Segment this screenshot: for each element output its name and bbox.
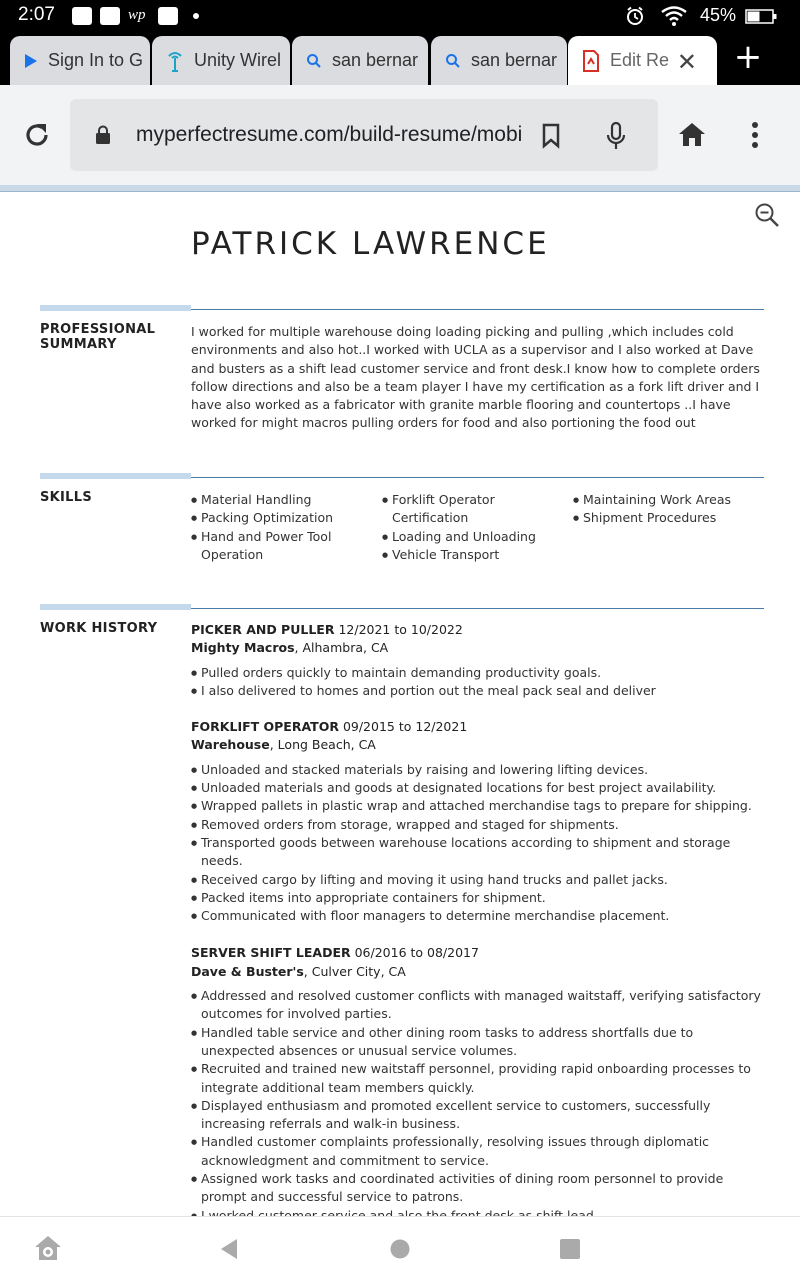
- skills-title: SKILLS: [40, 490, 93, 505]
- tab-sign-in[interactable]: [10, 36, 150, 85]
- tab-strip: [0, 32, 800, 85]
- job-dates: 09/2015 to 12/2021: [342, 719, 468, 735]
- job-location: , Alhambra, CA: [294, 640, 389, 656]
- job-header: [191, 718, 766, 736]
- new-tab-button[interactable]: +: [733, 37, 763, 77]
- job-bullet: ● Handled table service and other dining room tasks to address shortfalls due to unexpected absences or unusual service volumes.: [191, 1024, 766, 1061]
- alarm-icon: [625, 6, 645, 26]
- job-bullet: ● Received cargo by lifting and moving it using hand trucks and pallet jacks.: [191, 871, 766, 889]
- recent-apps-icon[interactable]: [560, 1239, 580, 1259]
- more-notifications-dot: [193, 13, 199, 19]
- job-bullet: ● Addressed and resolved customer conflicts with managed waitstaff, verifying satisfactory outcomes for involved parties.: [191, 987, 766, 1024]
- skill-item: ● Maintaining Work Areas: [573, 491, 764, 509]
- job-header: [191, 944, 766, 962]
- tab-search-2[interactable]: [431, 36, 567, 85]
- job-bullet: ● Unloaded materials and goods at designated locations for best project availability.: [191, 779, 766, 797]
- system-nav-bar: [0, 1216, 800, 1280]
- job-dates: 12/2021 to 10/2022: [338, 622, 463, 637]
- battery-percent: 45%: [700, 5, 737, 25]
- resume-document: [0, 192, 800, 1216]
- job-location: , Culver City, CA: [303, 963, 406, 979]
- tab-label: Sign In to G: [48, 50, 144, 70]
- skill-item: ● Hand and Power Tool Operation: [191, 528, 382, 565]
- job-bullets: [191, 987, 766, 1225]
- wifi-tower-icon: [166, 50, 184, 72]
- address-bar[interactable]: [70, 99, 658, 171]
- close-tab-icon[interactable]: ✕: [676, 48, 697, 76]
- page-top-border: [0, 185, 800, 192]
- notification-cards-icon: [100, 7, 120, 25]
- microphone-icon[interactable]: [605, 121, 627, 151]
- status-bar: [0, 0, 800, 32]
- section-divider: [40, 473, 764, 479]
- job-company: Mighty Macros: [191, 640, 295, 656]
- job-bullet: ● Assigned work tasks and coordinated activities of dining room personnel to provide prompt and successful service to patrons.: [191, 1170, 766, 1207]
- job-entry[interactable]: [191, 718, 766, 925]
- job-location: , Long Beach, CA: [269, 737, 376, 753]
- job-bullet: ● Pulled orders quickly to maintain demanding productivity goals.: [191, 664, 766, 682]
- skill-item: ● Vehicle Transport: [382, 546, 573, 564]
- skills-list[interactable]: [191, 491, 766, 564]
- job-bullet: ● Removed orders from storage, wrapped and staged for shipments.: [191, 816, 766, 834]
- tab-label: Unity Wirel: [194, 50, 282, 70]
- wifi-icon: [660, 6, 688, 26]
- alexa-home-icon[interactable]: [33, 1233, 63, 1263]
- zoom-out-icon[interactable]: [754, 202, 780, 228]
- job-title: FORKLIFT OPERATOR: [191, 719, 339, 735]
- skill-item: ● Forklift Operator Certification: [382, 491, 573, 528]
- skills-column: [382, 491, 573, 564]
- job-dates: 06/2016 to 08/2017: [354, 945, 479, 961]
- tab-label: Edit Re: [610, 50, 670, 70]
- job-company: Warehouse: [191, 737, 270, 753]
- job-bullet: ● Unloaded and stacked materials by raising and lowering lifting devices.: [191, 761, 766, 779]
- search-icon: [445, 53, 461, 69]
- skill-item: ● Shipment Procedures: [573, 509, 764, 527]
- job-header: [191, 621, 766, 639]
- skill-item: ● Material Handling: [191, 491, 382, 509]
- home-button-icon[interactable]: [390, 1239, 410, 1259]
- job-employer: [191, 963, 766, 981]
- job-employer: [191, 736, 766, 754]
- section-divider: [40, 604, 764, 610]
- summary-text[interactable]: I worked for multiple warehouse doing loading picking and pulling ,which includes cold environments and also hot..I worked with UCLA as a supervisor and I also worked at Dave and busters as a shift lead customer service and front desk.I know how to complete orders follow directions and also be a team player I have my certification as a fork lift driver and I have also worked as a fabricator with granite marble flooring and countertops ..I have worked for might macros pulling orders for food and also portioning the food out: [191, 324, 760, 431]
- job-entry[interactable]: [191, 944, 766, 1224]
- notification-cards-icon: [72, 7, 92, 25]
- job-title: PICKER AND PULLER: [191, 622, 335, 637]
- tab-label: san bernar: [332, 50, 419, 70]
- status-time: 2:07: [18, 4, 55, 25]
- lock-icon[interactable]: [95, 125, 111, 145]
- resume-favicon: [582, 50, 600, 72]
- job-bullet: ● Recruited and trained new waitstaff personnel, providing rapid onboarding processes to integrate additional team members quickly.: [191, 1060, 766, 1097]
- play-icon: [24, 53, 38, 69]
- work-history-list[interactable]: [191, 621, 766, 1239]
- washington-post-icon: wp: [128, 7, 146, 23]
- skills-column: [191, 491, 382, 564]
- job-bullet: ● Displayed enthusiasm and promoted excellent service to customers, successfully increasing referrals and walk-in business.: [191, 1097, 766, 1134]
- job-title: SERVER SHIFT LEADER: [191, 945, 351, 961]
- section-divider: [40, 305, 764, 311]
- resume-name[interactable]: PATRICK LAWRENCE: [191, 226, 550, 262]
- back-icon[interactable]: [219, 1238, 239, 1260]
- tab-label: san bernar: [471, 50, 558, 70]
- job-bullet: ● I also delivered to homes and portion out the meal pack seal and deliver: [191, 682, 766, 700]
- browser-toolbar: [0, 85, 800, 185]
- work-history-title: WORK HISTORY: [40, 621, 158, 636]
- job-entry[interactable]: [191, 621, 766, 700]
- tab-unity-wireless[interactable]: [152, 36, 290, 85]
- bookmark-icon[interactable]: [541, 123, 561, 149]
- notification-cards-icon: [158, 7, 178, 25]
- more-options-icon[interactable]: [750, 121, 760, 149]
- job-bullet: ● Transported goods between warehouse locations according to shipment and storage needs.: [191, 834, 766, 871]
- skill-item: ● Loading and Unloading: [382, 528, 573, 546]
- job-bullets: [191, 761, 766, 926]
- tab-edit-resume[interactable]: [568, 36, 717, 85]
- skill-item: ● Packing Optimization: [191, 509, 382, 527]
- skills-column: [573, 491, 764, 564]
- job-bullet: ● Handled customer complaints professionally, resolving issues through diplomatic acknowledgment and commitment to service.: [191, 1133, 766, 1170]
- job-employer: [191, 639, 766, 657]
- tab-search-1[interactable]: [292, 36, 428, 85]
- search-icon: [306, 53, 322, 69]
- job-company: Dave & Buster's: [191, 963, 304, 979]
- summary-title: PROFESSIONAL SUMMARY: [40, 322, 156, 352]
- home-icon[interactable]: [678, 121, 706, 147]
- job-bullet: ● Packed items into appropriate containers for shipment.: [191, 889, 766, 907]
- job-bullets: [191, 664, 766, 701]
- battery-icon: [745, 9, 777, 24]
- job-bullet: ● Wrapped pallets in plastic wrap and attached merchandise tags to prepare for shipping.: [191, 797, 766, 815]
- url-text[interactable]: myperfectresume.com/build-resume/mobi: [136, 123, 523, 146]
- job-bullet: ● Communicated with floor managers to determine merchandise placement.: [191, 907, 766, 925]
- reload-icon[interactable]: [22, 120, 52, 150]
